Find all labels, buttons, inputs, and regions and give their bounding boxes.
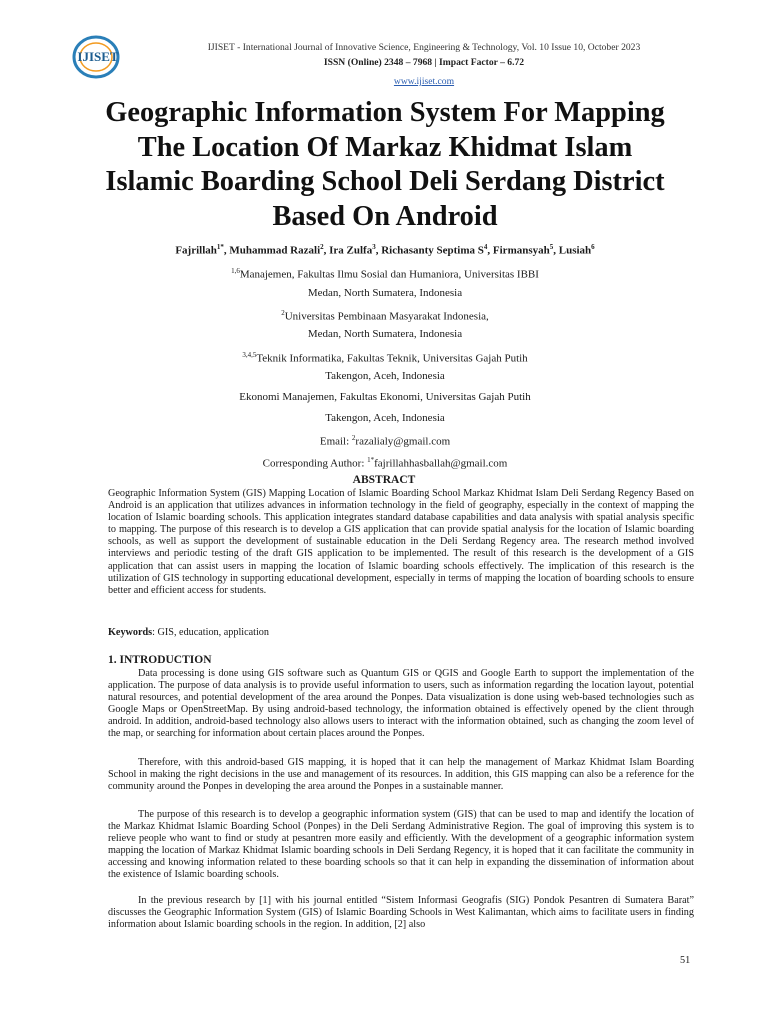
email-label: Email: (319, 435, 352, 448)
paper-title: Geographic Information System For Mapping The Location Of Markaz Khidmat Islam Islamic Boarding School Deli Serdang District Based On Android (105, 97, 665, 232)
page-number: 51 (680, 955, 691, 966)
author-sup: 4 (483, 243, 488, 251)
affiliation-sup: 1,6 (231, 267, 240, 275)
corresponding-label: Corresponding Author: (262, 457, 368, 470)
author-sup: 1* (216, 243, 224, 251)
affiliation-text: Universitas Pembinaan Masyarakat Indonesia, (284, 310, 489, 323)
keywords-label: Keywords (108, 627, 153, 638)
intro-paragraph-1: Data processing is done using GIS software such as Quantum GIS or QGIS and Google Earth to support the implementation of the application. The purpose of data analysis is to provide useful information to users, such as information regarding the location layout, potential natural resources, and potential development of the area around the Ponpes. Data visualization is done using web-based technologies such as Google Maps or OpenStreetMap. By using android-based technology, the information obtained is effectively opened by the client through android. In addition, android-based technology also allows users to interact with the information obtained, such as changing the zoom level of the map, or searching for information about certain places around the Ponpes. (108, 668, 694, 740)
svg-text:IJISET: IJISET (77, 49, 119, 64)
author-name: Ira Zulfa (329, 244, 373, 257)
affiliation-1 (80, 264, 690, 282)
author-name: Firmansyah (492, 244, 550, 257)
affiliation-2-location: Medan, North Sumatera, Indonesia (307, 328, 463, 340)
introduction-heading: 1. INTRODUCTION (108, 654, 212, 666)
author-sup: 5 (549, 243, 554, 251)
author-name: Fajrillah (175, 244, 217, 257)
abstract-heading: ABSTRACT (352, 474, 416, 486)
email-sup: 2 (351, 434, 356, 442)
author-sup: 6 (591, 243, 595, 251)
affiliation-2 (80, 306, 690, 324)
email-address[interactable]: razalialy@gmail.com (355, 435, 451, 448)
email-line (80, 431, 690, 449)
affiliation-sup: 3,4,5 (242, 351, 257, 359)
author-list: Fajrillah$^{1*}$, Muhammad Razali$^2$, Ira Zulfa$^3$, Richasanty Septima $S^4$, Firmansyah$^5$, Lusiah$^6$ (175, 243, 595, 257)
journal-citation: IJISET - International Journal of Innovative Science, Engineering & Technology, Vol. 10 Issue 10, October 2023 (207, 42, 641, 53)
affiliation-4-location: Takengon, Aceh, Indonesia (325, 412, 445, 424)
affiliation-3-location: Takengon, Aceh, Indonesia (325, 370, 445, 382)
author-name: Richasanty Septima S (381, 244, 484, 257)
affiliation-sup: 2 (281, 309, 285, 317)
affiliation-3 (80, 348, 690, 366)
author-sup: 3 (372, 243, 376, 251)
corresponding-sup: 1* (367, 456, 375, 464)
intro-paragraph-3: The purpose of this research is to develop a geographic information system (GIS) that can be used to map and identify the location of the Markaz Khidmat Islamic Boarding School (Ponpes) in the Deli Serdang Administrative Region. The goal of improving this system is to relieve people who want to find or study at pesantren more easily and efficiently. With the development of a geographic information system mapping the location of Markaz Khidmat Islamic boarding schools in Deli Serdang Regency, it is hoped that it can facilitate the community in accessing and knowing information related to these boarding schools so that it can help in expanding the dissemination of information about the existence of Islamic boarding schools. (108, 809, 694, 881)
affiliation-text: Teknik Informatika, Fakultas Teknik, Universitas Gajah Putih (256, 352, 528, 365)
affiliation-1-location: Medan, North Sumatera, Indonesia (307, 287, 463, 299)
corresponding-author-line (80, 453, 690, 471)
intro-paragraph-2: Therefore, with this android-based GIS mapping, it is hoped that it can help the management of Markaz Khidmat Islam Boarding School in making the right decisions in the use and management of its resources. In addition, this GIS mapping can also be a reference for the community around the Ponpes in developing the area around the Ponpes in a sustainable manner. (108, 757, 694, 793)
affiliation-text: Manajemen, Fakultas Ilmu Sosial dan Humaniora, Universitas IBBI (239, 268, 539, 281)
intro-paragraph-4: In the previous research by [1] with his journal entitled “Sistem Informasi Geografis (SIG) Pondok Pesantren di Sumatera Barat” discusses the Geographic Information System (GIS) of Islamic Boarding Schools in West Kalimantan, which aims to facilitate users in finding information about Islamic boarding schools in the region. In addition, [2] also (108, 895, 694, 931)
author-name: Lusiah (558, 244, 592, 257)
affiliation-4: Ekonomi Manajemen, Fakultas Ekonomi, Universitas Gajah Putih (239, 391, 531, 403)
abstract-body: Geographic Information System (GIS) Mapping Location of Islamic Boarding School Markaz Khidmat Islam Deli Serdang Regency Based on Android is an application that utilizes advances in information technology in the field of geography, especially in the context of mapping the location of Islamic boarding schools. This application integrates standard database capabilities and data analysis with spatial analysis specific to mapping. The purpose of this research is to develop a GIS application that can provide spatial analysis for the location of Islamic boarding schools, as well as support the development of sustainable education in the Deli Serdang Regency area. The research method involved interviews and periodic testing of the draft GIS application to be implemented. The result of this research is the development of a GIS application that can assist users in mapping the location of Islamic boarding schools effectively. The implication of this research is the utilization of GIS technology in supporting educational development, especially in terms of mapping the location of boarding schools to ensure better and efficient access for students. (108, 488, 694, 596)
corresponding-email[interactable]: fajrillahhasballah@gmail.com (374, 457, 508, 470)
keywords-text: : GIS, education, application (152, 627, 269, 638)
keywords-line (108, 627, 694, 639)
journal-website-link[interactable]: www.ijiset.com (393, 76, 455, 87)
author-name: Muhammad Razali (229, 244, 321, 257)
issn-line: ISSN (Online) 2348 – 7968 | Impact Factor – 6.72 (323, 57, 525, 68)
author-sup: 2 (320, 243, 324, 251)
